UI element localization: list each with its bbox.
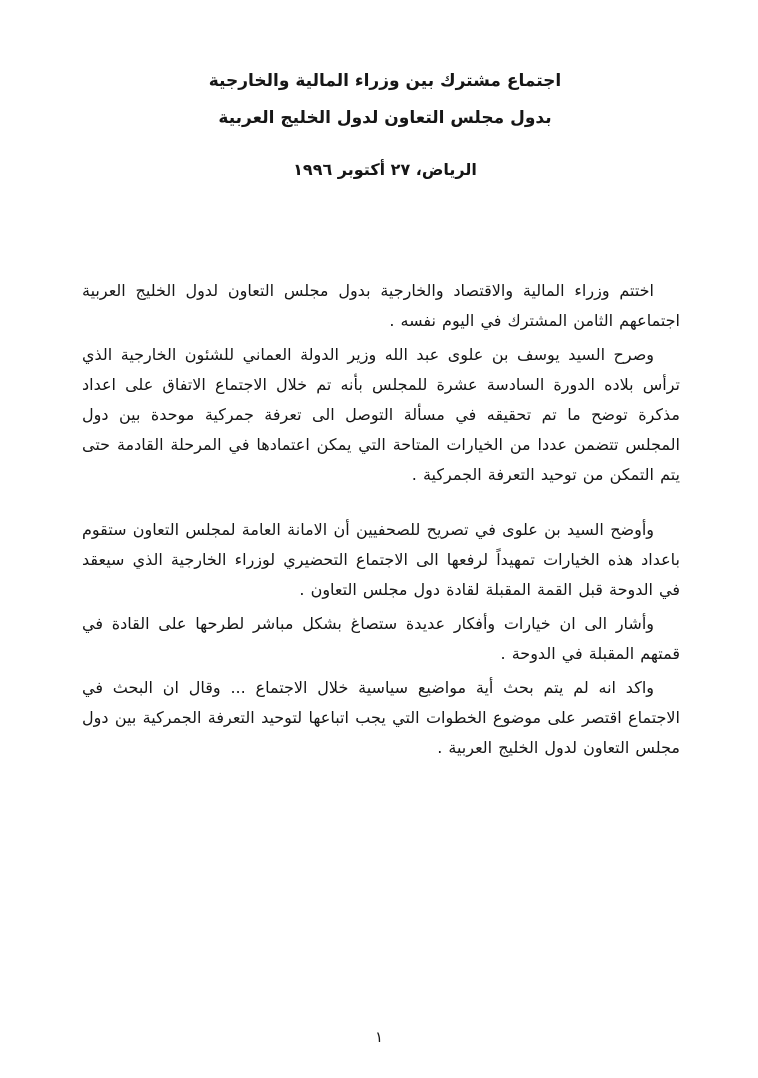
document-title-line-1: اجتماع مشترك بين وزراء المالية والخارجية xyxy=(208,71,562,91)
page-number: ١ xyxy=(374,1028,384,1046)
paragraph-5: واكد انه لم يتم بحث أية مواضيع سياسية خلال الاجتماع ... وقال ان البحث في الاجتماع اقتصر على موضوع الخطوات التي يجب اتباعها لتوحيد التعرفة الجمركية بين دول مجلس التعاون لدول الخليج العربية . xyxy=(82,678,680,757)
paragraph-1: اختتم وزراء المالية والاقتصاد والخارجية بدول مجلس التعاون لدول الخليج العربية اجتماعهم الثامن المشترك في اليوم نفسه . xyxy=(82,281,680,330)
document-footer xyxy=(0,1027,758,1046)
paragraph-4: وأشار الى ان خيارات وأفكار عديدة ستصاغ بشكل مباشر لطرحها على القادة في قمتهم المقبلة في الدوحة . xyxy=(82,614,680,663)
document-title-line-2: بدول مجلس التعاون لدول الخليج العربية xyxy=(218,108,552,128)
dateline: الرياض، ٢٧ أكتوبر ١٩٩٦ xyxy=(293,160,477,179)
paragraph-2: وصرح السيد يوسف بن علوى عبد الله وزير الدولة العماني للشئون الخارجية الذي ترأس بلاده الدورة السادسة عشرة للمجلس بأنه تم خلال الاجتماع الاتفاق على اعداد مذكرة توضح ما تم تحقيقه في مسألة التوصل الى تعرفة جمركية موحدة بين دول المجلس تتضمن عددا من الخيارات المتاحة التي يمكن اعتمادها في المرحلة القادمة حتى يتم التمكن من توحيد التعرفة الجمركية . xyxy=(82,345,680,484)
paragraph-3: وأوضح السيد بن علوى في تصريح للصحفيين أن الامانة العامة لمجلس التعاون ستقوم باعداد هذه الخيارات تمهيداً لرفعها الى الاجتماع التحضيري لوزراء الخارجية الذي سيعقد في الدوحة قبل القمة المقبلة لقادة دول مجلس التعاون . xyxy=(82,520,680,599)
document-header xyxy=(6,0,758,181)
document-body xyxy=(0,276,758,763)
